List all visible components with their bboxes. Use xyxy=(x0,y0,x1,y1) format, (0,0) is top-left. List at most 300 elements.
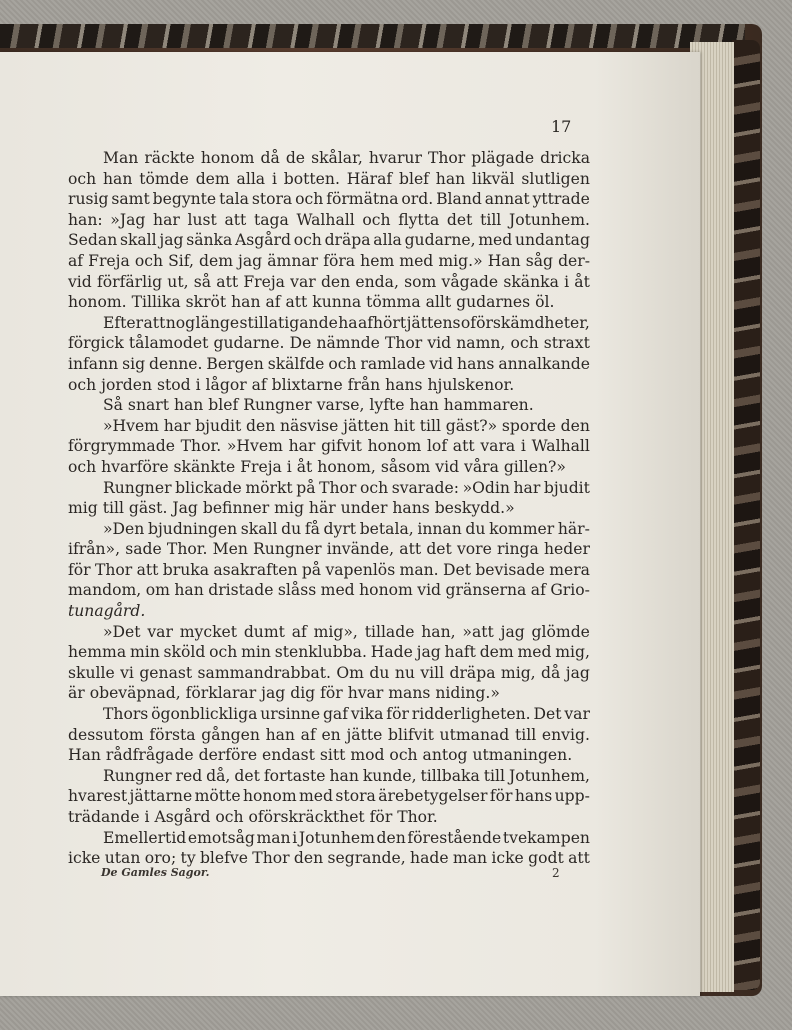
text-line xyxy=(68,683,590,704)
word: föra xyxy=(323,251,356,270)
word: annalkande xyxy=(498,354,590,373)
word: af xyxy=(300,725,316,744)
word: Thor xyxy=(427,149,466,167)
word: att xyxy=(136,560,159,579)
word: har xyxy=(163,416,191,435)
word: slutligen xyxy=(521,169,590,188)
word: glömde xyxy=(531,622,590,641)
word: skänka xyxy=(503,272,559,291)
word: Emellertid xyxy=(103,828,187,847)
line-text: mig till gäst. Jag befinner mig här under hans beskydd.» xyxy=(68,499,515,518)
word: i xyxy=(271,169,277,188)
word: Men xyxy=(212,540,248,559)
word: af xyxy=(291,622,307,641)
word: Rungner xyxy=(253,540,322,559)
word: mötte xyxy=(194,787,241,806)
word: och xyxy=(293,231,322,250)
word: af xyxy=(530,581,546,600)
word: »Jag xyxy=(110,210,146,229)
line-text: Han rådfrågade derföre endast sitt mod och antog utmaningen. xyxy=(68,746,573,765)
word: till xyxy=(483,766,505,785)
word: han, xyxy=(421,622,456,641)
word: för xyxy=(489,787,513,806)
text-line xyxy=(68,375,590,396)
word: mera xyxy=(549,560,590,579)
word: och xyxy=(362,210,391,229)
word: och xyxy=(359,478,389,497)
word: och xyxy=(209,643,238,662)
word: Thors xyxy=(103,705,149,724)
sheet-number: 2 xyxy=(552,866,560,880)
word: man. xyxy=(399,560,439,579)
text-line xyxy=(68,354,590,375)
word: honom xyxy=(200,149,255,167)
word: invände, xyxy=(326,540,395,559)
word: i xyxy=(564,272,570,291)
word: godt xyxy=(528,849,564,868)
word: undantag xyxy=(514,231,590,250)
word: att xyxy=(568,849,590,868)
text-line xyxy=(68,807,590,828)
word: nu xyxy=(394,663,415,682)
word: hans xyxy=(514,787,553,806)
word: han xyxy=(329,766,359,785)
word: slåss xyxy=(277,581,317,600)
word: blickade xyxy=(175,478,242,497)
word: på xyxy=(296,478,316,497)
word: skålar, xyxy=(311,149,363,167)
word: att xyxy=(216,272,239,291)
word: ämnar xyxy=(267,251,319,270)
word: sig xyxy=(122,354,146,373)
word: den xyxy=(320,272,351,291)
word: gudarne, xyxy=(404,231,476,250)
word: bjudit xyxy=(543,478,590,497)
word: skall xyxy=(240,519,278,538)
word: flytta xyxy=(398,210,440,229)
word: förgrymmade xyxy=(68,437,175,456)
word: lof xyxy=(426,437,448,456)
word: har xyxy=(513,478,541,497)
text-line xyxy=(68,642,590,663)
word: länge xyxy=(195,313,240,332)
word: då xyxy=(541,663,561,682)
word: den xyxy=(293,849,324,868)
word: ringa xyxy=(497,540,539,559)
word: tömde xyxy=(139,169,189,188)
word: genast xyxy=(139,663,193,682)
word: tillbaka xyxy=(420,766,480,785)
word: Jotunhem. xyxy=(508,210,590,229)
word: tillade xyxy=(364,622,415,641)
word: dem xyxy=(198,251,233,270)
word: gaf xyxy=(322,705,348,724)
text-line xyxy=(68,725,590,746)
word: utan xyxy=(104,849,141,868)
word: ursinne xyxy=(260,705,321,724)
word: utmanad xyxy=(439,725,510,744)
line-text: tunagård. xyxy=(68,602,146,621)
text-line xyxy=(68,478,590,499)
word: haft xyxy=(444,643,476,662)
word: den xyxy=(560,416,590,435)
text-line xyxy=(68,230,590,251)
word: med xyxy=(517,643,552,662)
word: den xyxy=(376,828,406,847)
word: mig.» xyxy=(438,251,483,270)
word: »att xyxy=(462,622,494,641)
word: Bergen xyxy=(206,354,264,373)
word: dristade xyxy=(208,581,274,600)
word: nog xyxy=(165,313,196,332)
word: jätten xyxy=(343,416,390,435)
word: jag xyxy=(238,251,263,270)
page-number: 17 xyxy=(551,117,572,136)
word: har xyxy=(153,210,180,229)
word: har xyxy=(288,437,316,456)
word: bjudit xyxy=(195,416,242,435)
word: Hade xyxy=(370,643,413,662)
word: stenklubba. xyxy=(274,643,367,662)
word: dem xyxy=(195,169,230,188)
word: icke xyxy=(491,849,524,868)
word: hit xyxy=(393,416,416,435)
word: jag xyxy=(159,231,184,250)
word: jag xyxy=(565,663,590,682)
word: åt xyxy=(574,272,590,291)
word: honom xyxy=(359,581,413,600)
word: det xyxy=(426,540,452,559)
word: Walhall xyxy=(296,210,355,229)
text-line xyxy=(68,601,590,622)
word: stora xyxy=(251,190,293,209)
word: tålamodet xyxy=(128,334,209,353)
text-line xyxy=(68,766,590,787)
word: Thor. xyxy=(180,437,222,456)
word: den xyxy=(246,416,276,435)
word: annat xyxy=(484,190,530,209)
word: »Hvem xyxy=(103,416,159,435)
word: jag xyxy=(500,622,525,641)
word: plägade xyxy=(471,149,535,167)
word: upp- xyxy=(554,787,590,806)
word: ut, xyxy=(167,272,189,291)
word: det xyxy=(446,210,473,229)
word: oförskämdheter, xyxy=(460,313,590,332)
word: jag xyxy=(416,643,441,662)
word: stillatigande xyxy=(239,313,338,332)
line-text: är obeväpnad, förklarar jag dig för hvar mans niding.» xyxy=(68,684,500,703)
word: ha xyxy=(338,313,358,332)
word: och xyxy=(68,169,97,188)
word: vore xyxy=(456,540,492,559)
word: Man xyxy=(103,149,139,167)
text-line xyxy=(68,457,590,478)
word: heder xyxy=(543,540,590,559)
word: afhört xyxy=(357,313,407,332)
word: envig. xyxy=(541,725,590,744)
word: hemma xyxy=(68,643,127,662)
word: och xyxy=(134,251,164,270)
word: denne. xyxy=(148,354,203,373)
word: Det xyxy=(442,560,471,579)
text-line xyxy=(68,828,590,849)
word: Thor xyxy=(252,849,290,868)
word: Häraf xyxy=(346,169,393,188)
word: namn, xyxy=(456,334,506,353)
word: emotsåg xyxy=(187,828,255,847)
signature-mark: De Gamles Sagor. xyxy=(101,866,210,879)
word: »Hvem xyxy=(226,437,283,456)
word: sänka xyxy=(186,231,233,250)
word: dem xyxy=(479,643,514,662)
word: stora xyxy=(335,787,376,806)
word: och xyxy=(510,334,539,353)
word: ridderligheten. xyxy=(411,705,531,724)
word: kommer xyxy=(489,519,555,538)
word: Freja xyxy=(243,272,285,291)
word: Jotunhem, xyxy=(508,766,590,785)
word: en xyxy=(321,725,341,744)
line-text: trädande i Asgård och oförskräckthet för Thor. xyxy=(68,808,438,826)
word: rusig xyxy=(68,190,109,209)
word: Efter xyxy=(103,313,144,332)
word: taga xyxy=(253,210,289,229)
word: blifvit xyxy=(388,725,434,744)
word: skulle xyxy=(68,663,115,682)
word: ifrån», xyxy=(68,540,121,559)
word: Grio- xyxy=(550,581,590,600)
word: ramlade xyxy=(360,354,426,373)
text-line xyxy=(68,272,590,293)
word: bruka xyxy=(162,560,210,579)
word: alla xyxy=(236,169,266,188)
word: dyrt xyxy=(323,519,357,538)
text-line xyxy=(68,416,590,437)
word: Det xyxy=(533,705,562,724)
word: för xyxy=(68,560,91,579)
word: du xyxy=(281,519,302,538)
word: gudarne. xyxy=(213,334,285,353)
word: räckte xyxy=(144,149,195,167)
word: med xyxy=(320,581,355,600)
word: straxt xyxy=(543,334,590,353)
word: blefve xyxy=(199,849,248,868)
word: på xyxy=(301,560,322,579)
word: blef xyxy=(398,169,429,188)
word: Om xyxy=(336,663,364,682)
body-text xyxy=(68,148,590,869)
word: och xyxy=(295,190,324,209)
word: dräpa xyxy=(449,663,496,682)
word: mycket xyxy=(179,622,238,641)
word: svarade: xyxy=(391,478,460,497)
word: mörkt xyxy=(245,478,293,497)
text-line xyxy=(68,251,590,272)
word: Walhall xyxy=(531,437,590,456)
word: Asgård xyxy=(235,231,291,250)
word: bjudningen xyxy=(147,519,238,538)
word: då xyxy=(260,149,280,167)
word: icke xyxy=(68,849,101,868)
word: jätte xyxy=(346,725,383,744)
word: ord. xyxy=(401,190,434,209)
word: hans xyxy=(457,354,495,373)
marbled-cover-top xyxy=(0,24,745,48)
word: fortaste xyxy=(263,766,326,785)
word: Han xyxy=(487,251,521,270)
word: och xyxy=(328,354,357,373)
word: vika xyxy=(350,705,384,724)
word: ty xyxy=(180,849,196,868)
word: af xyxy=(68,251,84,270)
word: sporde xyxy=(501,416,556,435)
word: vill xyxy=(420,663,445,682)
word: Jotunhem xyxy=(298,828,375,847)
word: förfärlig xyxy=(96,272,163,291)
text-line xyxy=(68,786,590,807)
word: Rungner xyxy=(103,766,172,785)
word: vi xyxy=(120,663,134,682)
word: min xyxy=(241,643,271,662)
word: oro; xyxy=(144,849,177,868)
word: red xyxy=(175,766,203,785)
word: han: xyxy=(68,210,103,229)
text-line xyxy=(68,622,590,643)
word: var xyxy=(147,622,173,641)
word: han xyxy=(265,725,295,744)
word: Rungner xyxy=(103,478,172,497)
word: likväl xyxy=(472,169,515,188)
word: du xyxy=(465,519,486,538)
word: vara xyxy=(480,437,516,456)
word: tala xyxy=(219,190,249,209)
word: Thor xyxy=(319,478,357,497)
text-line xyxy=(68,333,590,354)
word: gifvit xyxy=(321,437,362,456)
word: Freja xyxy=(88,251,130,270)
text-line xyxy=(68,292,590,313)
word: de xyxy=(285,149,306,167)
word: till xyxy=(480,210,502,229)
word: ögonblickliga xyxy=(151,705,258,724)
word: »Den xyxy=(103,519,145,538)
marbled-cover-right xyxy=(732,40,760,990)
word: med xyxy=(299,787,334,806)
word: der- xyxy=(558,251,590,270)
word: vid xyxy=(417,581,442,600)
word: förestående xyxy=(407,828,502,847)
word: De xyxy=(289,334,312,353)
word: gränserna xyxy=(445,581,527,600)
word: såg xyxy=(525,251,553,270)
word: att xyxy=(143,313,166,332)
word: Sif, xyxy=(168,251,194,270)
word: yttrade xyxy=(532,190,590,209)
word: hade xyxy=(410,849,449,868)
word: skälfde xyxy=(267,354,325,373)
line-text: och jorden stod i lågor af blixtarne från hans hjulskenor. xyxy=(68,375,515,394)
word: honom xyxy=(242,787,297,806)
word: det xyxy=(234,766,260,785)
word: näsvise xyxy=(280,416,339,435)
word: kunde, xyxy=(362,766,417,785)
line-text: Så snart han blef Rungner varse, lyfte han hammaren. xyxy=(103,396,534,415)
word: segrande, xyxy=(327,849,406,868)
word: infann xyxy=(68,354,119,373)
word: då, xyxy=(206,766,231,785)
word: dricka xyxy=(540,149,590,167)
text-line xyxy=(68,560,590,581)
word: få xyxy=(304,519,320,538)
word: dräpa xyxy=(324,231,371,250)
text-line xyxy=(68,313,590,334)
word: att xyxy=(224,210,247,229)
word: asakraften xyxy=(213,560,298,579)
word: i xyxy=(292,828,298,847)
word: du xyxy=(369,663,390,682)
word: förmätna xyxy=(326,190,399,209)
text-line xyxy=(68,395,590,416)
word: tvekampen xyxy=(502,828,590,847)
word: min xyxy=(129,643,160,662)
word: hem xyxy=(360,251,395,270)
word: med xyxy=(478,231,513,250)
word: gäst?» xyxy=(445,416,498,435)
word: till xyxy=(419,416,442,435)
line-text: och hvarföre skänkte Freja i åt honom, såsom vid våra gillen?» xyxy=(68,457,566,476)
word: vågade xyxy=(441,272,499,291)
word: bevisade xyxy=(475,560,545,579)
text-line xyxy=(68,498,590,519)
word: sammandrabbat. xyxy=(197,663,331,682)
word: mig, xyxy=(500,663,536,682)
word: var xyxy=(564,705,590,724)
word: hvarur xyxy=(368,149,422,167)
word: mig, xyxy=(555,643,590,662)
word: förgick xyxy=(68,334,124,353)
word: mandom, xyxy=(68,581,142,600)
word: botten. xyxy=(283,169,340,188)
text-line xyxy=(68,704,590,725)
word: man xyxy=(452,849,488,868)
word: med xyxy=(399,251,434,270)
word: han xyxy=(435,169,466,188)
word: Thor xyxy=(94,560,133,579)
word: dumt xyxy=(243,622,285,641)
word: »Det xyxy=(103,622,141,641)
word: jättarne xyxy=(129,787,193,806)
text-line xyxy=(68,663,590,684)
word: enda, xyxy=(355,272,399,291)
word: Bland xyxy=(436,190,482,209)
word: så xyxy=(193,272,212,291)
word: man xyxy=(256,828,291,847)
word: Thor. xyxy=(166,540,208,559)
word: vid xyxy=(68,272,92,291)
text-line xyxy=(68,436,590,457)
word: samt xyxy=(111,190,150,209)
text-line xyxy=(68,189,590,210)
word: Thor xyxy=(384,334,423,353)
word: honom xyxy=(367,437,422,456)
word: »Odin xyxy=(462,478,510,497)
word: dessutom xyxy=(68,725,144,744)
word: Sedan xyxy=(68,231,118,250)
word: lust xyxy=(187,210,217,229)
word: i xyxy=(520,437,526,456)
word: vid xyxy=(427,334,452,353)
